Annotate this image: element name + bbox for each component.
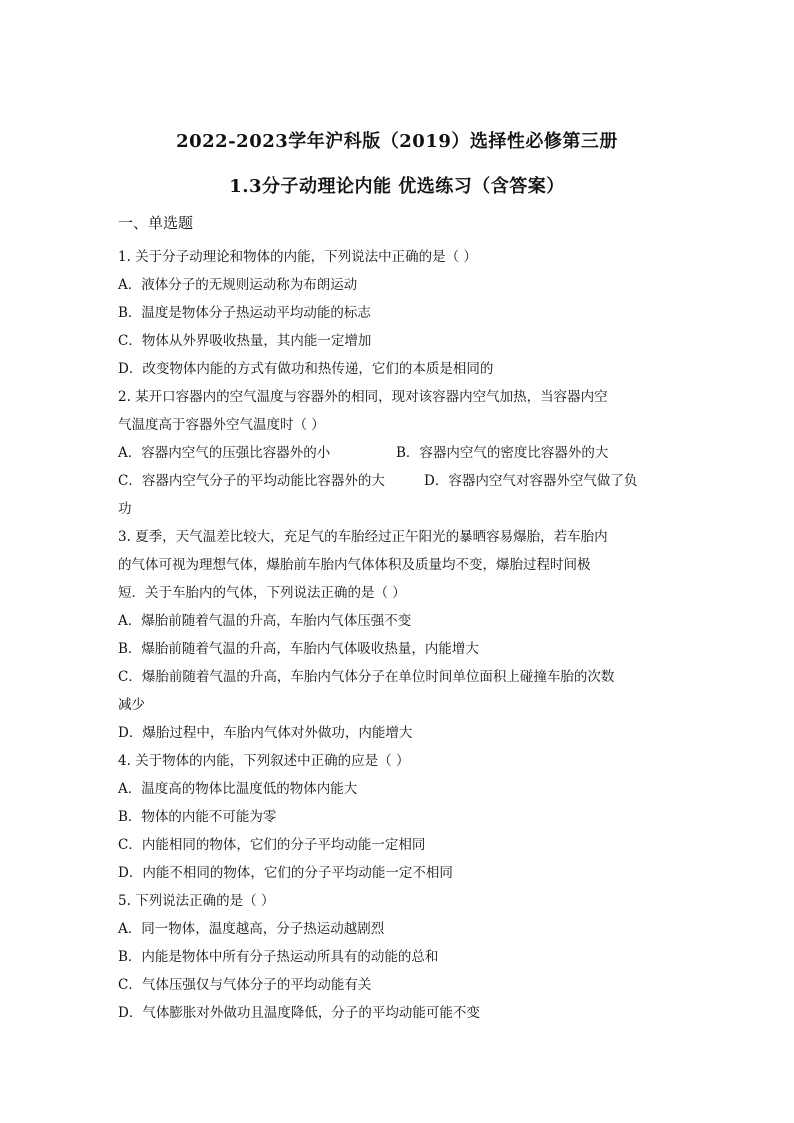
question-2-stem: 2. 某开口容器内的空气温度与容器外的相同，现对该容器内空气加热，当容器内空 <box>118 389 608 405</box>
question-2-option-d-cont: 功 <box>118 501 132 517</box>
question-5-stem: 5. 下列说法正确的是（ ） <box>118 893 275 909</box>
question-3-stem-cont-1: 的气体可视为理想气体，爆胎前车胎内气体体积及质量均不变，爆胎过程时间极 <box>118 557 591 573</box>
question-2-option-a: A．容器内空气的压强比容器外的小 <box>118 445 331 461</box>
question-3-stem: 3. 夏季，天气温差比较大，充足气的车胎经过正午阳光的暴晒容易爆胎，若车胎内 <box>118 529 608 545</box>
question-4-stem: 4. 关于物体的内能，下列叙述中正确的应是（ ） <box>118 753 410 769</box>
question-3-option-c-cont: 减少 <box>118 697 145 713</box>
question-3-option-b: B．爆胎前随着气温的升高，车胎内气体吸收热量，内能增大 <box>118 641 479 657</box>
question-5-option-d: D．气体膨胀对外做功且温度降低，分子的平均动能可能不变 <box>118 1005 480 1021</box>
question-2-option-d: D．容器内空气对容器外空气做了负 <box>424 473 638 489</box>
question-3-stem-cont-2: 短．关于车胎内的气体，下列说法正确的是（ ） <box>118 585 406 601</box>
question-2-option-b: B．容器内空气的密度比容器外的大 <box>396 445 609 461</box>
question-1-stem: 1. 关于分子动理论和物体的内能，下列说法中正确的是（ ） <box>118 249 477 265</box>
question-3-option-a: A．爆胎前随着气温的升高，车胎内气体压强不变 <box>118 613 412 629</box>
question-5-option-b: B．内能是物体中所有分子热运动所具有的动能的总和 <box>118 949 439 965</box>
question-4-option-a: A．温度高的物体比温度低的物体内能大 <box>118 781 358 797</box>
question-3-option-c: C．爆胎前随着气温的升高，车胎内气体分子在单位时间单位面积上碰撞车胎的次数 <box>118 669 615 685</box>
question-4-option-b: B．物体的内能不可能为零 <box>118 809 277 825</box>
question-1-option-b: B．温度是物体分子热运动平均动能的标志 <box>118 305 371 321</box>
question-2-options-cd <box>118 469 678 497</box>
question-5-option-a: A．同一物体，温度越高，分子热运动越剧烈 <box>118 921 385 937</box>
question-2-option-c: C．容器内空气分子的平均动能比容器外的大 <box>118 473 385 489</box>
question-2-options-ab <box>118 441 678 469</box>
question-body <box>118 245 678 1029</box>
section-heading: 一、单选题 <box>118 214 194 232</box>
document-subtitle: 1.3分子动理论内能 优选练习（含答案） <box>229 176 565 197</box>
question-1-option-d: D．改变物体内能的方式有做功和热传递，它们的本质是相同的 <box>118 361 494 377</box>
question-5-option-c: C．气体压强仅与气体分子的平均动能有关 <box>118 977 372 993</box>
question-3-option-d: D．爆胎过程中，车胎内气体对外做功，内能增大 <box>118 725 413 741</box>
question-1-option-a: A．液体分子的无规则运动称为布朗运动 <box>118 277 358 293</box>
question-4-option-d: D．内能不相同的物体，它们的分子平均动能一定不相同 <box>118 865 453 881</box>
question-4-option-c: C．内能相同的物体，它们的分子平均动能一定相同 <box>118 837 426 853</box>
question-1-option-c: C．物体从外界吸收热量，其内能一定增加 <box>118 333 372 349</box>
document-title: 2022-2023学年沪科版（2019）选择性必修第三册 <box>176 131 618 152</box>
question-2-stem-cont: 气温度高于容器外空气温度时（ ） <box>118 417 325 433</box>
